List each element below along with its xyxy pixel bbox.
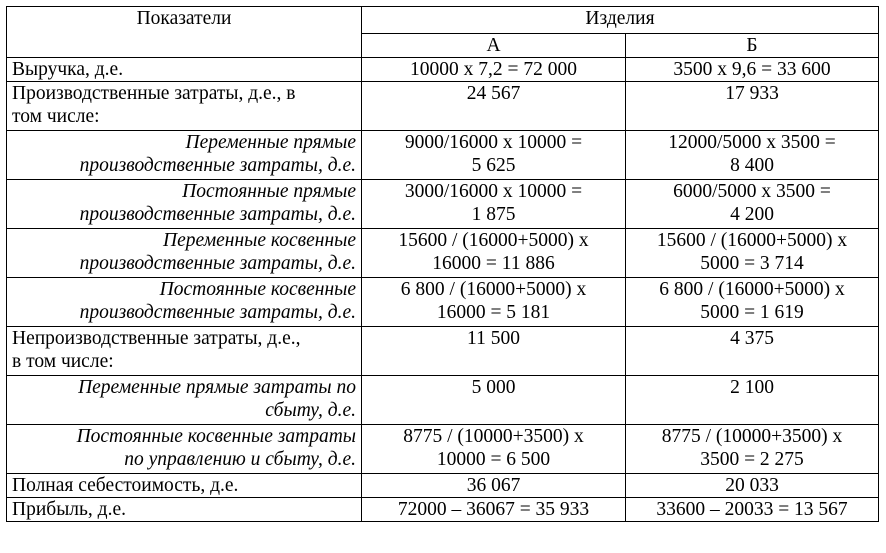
product-a-value: 15600 / (16000+5000) х 16000 = 11 886: [362, 229, 626, 278]
product-b-value: 15600 / (16000+5000) х 5000 = 3 714: [626, 229, 879, 278]
table-row-fixed-indirect-production: [7, 278, 879, 327]
table-row-revenue: [7, 58, 879, 82]
product-a-value: 5 000: [362, 376, 626, 425]
product-b-value: 6 800 / (16000+5000) х 5000 = 1 619: [626, 278, 879, 327]
product-b-value: 6000/5000 х 3500 = 4 200: [626, 180, 879, 229]
table-row-full-cost: [7, 474, 879, 498]
row-label: Постоянные косвенные производственные затраты, д.е.: [7, 278, 362, 327]
product-b-value: 17 933: [626, 82, 879, 131]
product-a-value: 6 800 / (16000+5000) х 16000 = 5 181: [362, 278, 626, 327]
row-label: Производственные затраты, д.е., в том числе:: [7, 82, 362, 131]
header-indicators: Показатели: [7, 7, 362, 58]
product-a-value: 10000 х 7,2 = 72 000: [362, 58, 626, 82]
table-row-variable-direct-production: [7, 131, 879, 180]
product-a-value: 72000 – 36067 = 35 933: [362, 498, 626, 522]
table-row-variable-direct-sales: [7, 376, 879, 425]
product-b-value: 4 375: [626, 327, 879, 376]
product-b-value: 8775 / (10000+3500) х 3500 = 2 275: [626, 425, 879, 474]
row-label: Постоянные косвенные затраты по управлению и сбыту, д.е.: [7, 425, 362, 474]
table-row-fixed-indirect-admin-sales: [7, 425, 879, 474]
product-b-value: 2 100: [626, 376, 879, 425]
table-row-production-costs: [7, 82, 879, 131]
table-row-non-production-costs: [7, 327, 879, 376]
row-label: Полная себестоимость, д.е.: [7, 474, 362, 498]
header-row: [7, 7, 879, 34]
table-row-fixed-direct-production: [7, 180, 879, 229]
product-b-value: 12000/5000 х 3500 = 8 400: [626, 131, 879, 180]
row-label: Переменные прямые производственные затраты, д.е.: [7, 131, 362, 180]
row-label: Постоянные прямые производственные затраты, д.е.: [7, 180, 362, 229]
table-row-profit: [7, 498, 879, 522]
row-label: Переменные косвенные производственные затраты, д.е.: [7, 229, 362, 278]
product-b-value: 20 033: [626, 474, 879, 498]
row-label: Прибыль, д.е.: [7, 498, 362, 522]
cost-calculation-table: [6, 6, 879, 522]
product-a-value: 9000/16000 х 10000 = 5 625: [362, 131, 626, 180]
product-b-value: 3500 х 9,6 = 33 600: [626, 58, 879, 82]
product-a-value: 36 067: [362, 474, 626, 498]
header-product-b: Б: [626, 34, 879, 58]
product-a-value: 11 500: [362, 327, 626, 376]
product-a-value: 8775 / (10000+3500) х 10000 = 6 500: [362, 425, 626, 474]
header-products: Изделия: [362, 7, 879, 34]
row-label: Переменные прямые затраты по сбыту, д.е.: [7, 376, 362, 425]
row-label: Выручка, д.е.: [7, 58, 362, 82]
product-b-value: 33600 – 20033 = 13 567: [626, 498, 879, 522]
row-label: Непроизводственные затраты, д.е., в том числе:: [7, 327, 362, 376]
product-a-value: 24 567: [362, 82, 626, 131]
product-a-value: 3000/16000 х 10000 = 1 875: [362, 180, 626, 229]
table-row-variable-indirect-production: [7, 229, 879, 278]
header-product-a: А: [362, 34, 626, 58]
